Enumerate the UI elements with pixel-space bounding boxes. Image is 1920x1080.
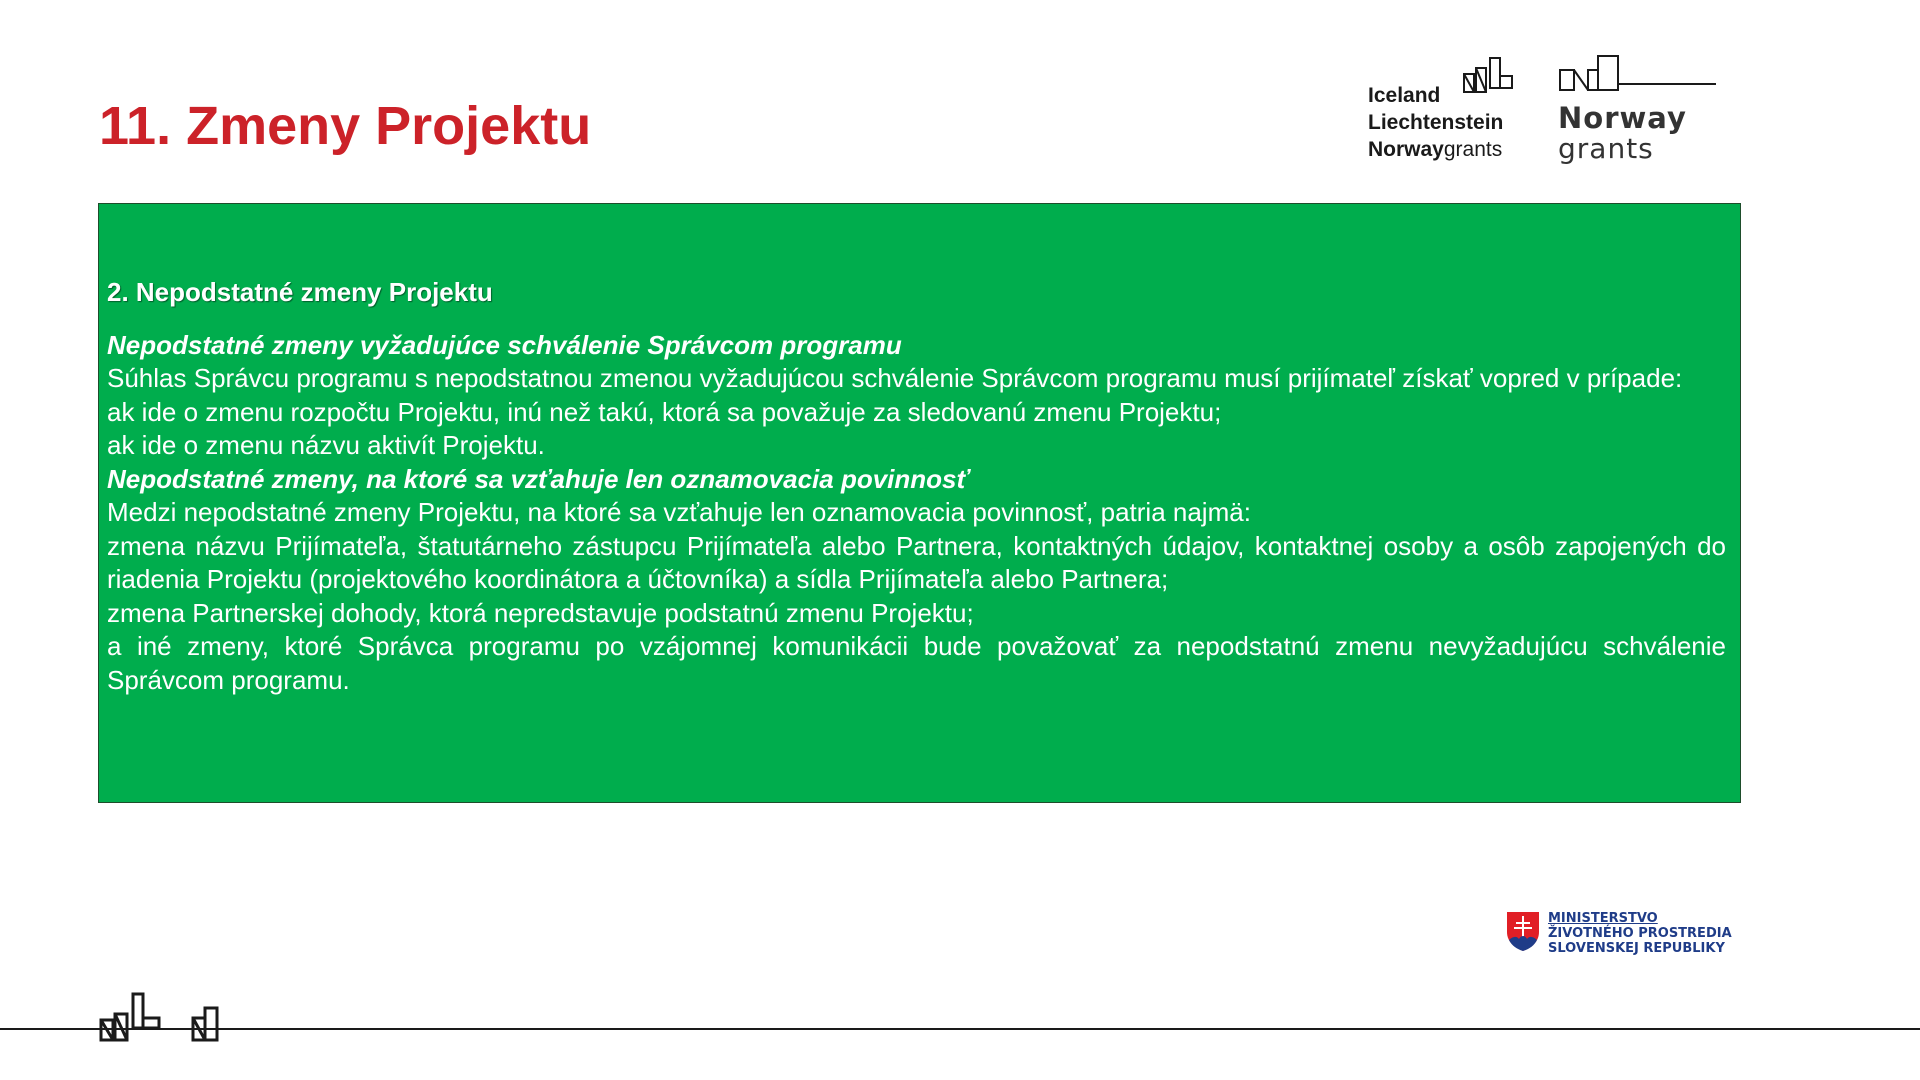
slovak-coat-of-arms-icon: [1505, 910, 1541, 952]
content-box: [98, 203, 1741, 803]
eea-logo-line1: Iceland: [1368, 84, 1441, 107]
section2-item: zmena názvu Prijímateľa, štatutárneho zástupcu Prijímateľa alebo Partnera, kontaktných údajov, kontaktnej osoby a osôb zapojených do riadenia Projektu (projektového koordinátora a účtovníka) a sídla Prijímateľa alebo Partnera;: [107, 530, 1726, 594]
box-heading: 2. Nepodstatné zmeny Projektu: [107, 277, 493, 307]
ministry-line3: SLOVENSKEJ REPUBLIKY: [1548, 941, 1725, 956]
eea-logo-line3-light: grants: [1443, 138, 1503, 161]
eea-logo-line3-bold: Norway: [1368, 138, 1444, 161]
section1-item: ak ide o zmenu názvu aktivít Projektu.: [107, 430, 545, 460]
section2-intro: Medzi nepodstatné zmeny Projektu, na ktoré sa vzťahuje len oznamovacia povinnosť, patria najmä:: [107, 497, 1251, 527]
footer-skyline-icon: [99, 990, 239, 1045]
ministry-line1: MINISTERSTVO: [1548, 911, 1658, 926]
slide-title: 11. Zmeny Projektu: [99, 96, 592, 156]
ministry-line2: ŽIVOTNÉHO PROSTREDIA: [1548, 926, 1732, 941]
norway-grants-skyline-icon: [1558, 54, 1728, 99]
section1-item: ak ide o zmenu rozpočtu Projektu, inú než takú, ktorá sa považuje za sledovanú zmenu Projektu;: [107, 396, 1222, 427]
section1-title: Nepodstatné zmeny vyžadujúce schválenie Správcom programu: [107, 329, 902, 360]
section2-item: a iné zmeny, ktoré Správca programu po vzájomnej komunikácii bude považovať za nepodstatnú zmenu nevyžadujúcu schválenie Správcom programu.: [107, 631, 1726, 695]
norway-logo-line2: grants: [1558, 132, 1654, 165]
footer-grants-logo: [99, 990, 239, 1050]
section1-intro: Súhlas Správcu programu s nepodstatnou zmenou vyžadujúcou schválenie Správcom programu musí prijímateľ získať vopred v prípade:: [107, 363, 1683, 393]
eea-logo-line2: Liechtenstein: [1368, 111, 1504, 134]
ministry-logo: [1505, 910, 1732, 957]
section2-title: Nepodstatné zmeny, na ktoré sa vzťahuje len oznamovacia povinnosť: [107, 463, 969, 494]
content-text: [107, 276, 1726, 697]
norway-logo-line1: Norway: [1558, 101, 1687, 135]
section2-item: zmena Partnerskej dohody, ktorá nepredstavuje podstatnú zmenu Projektu;: [107, 597, 974, 628]
footer-divider: [0, 1028, 1920, 1030]
